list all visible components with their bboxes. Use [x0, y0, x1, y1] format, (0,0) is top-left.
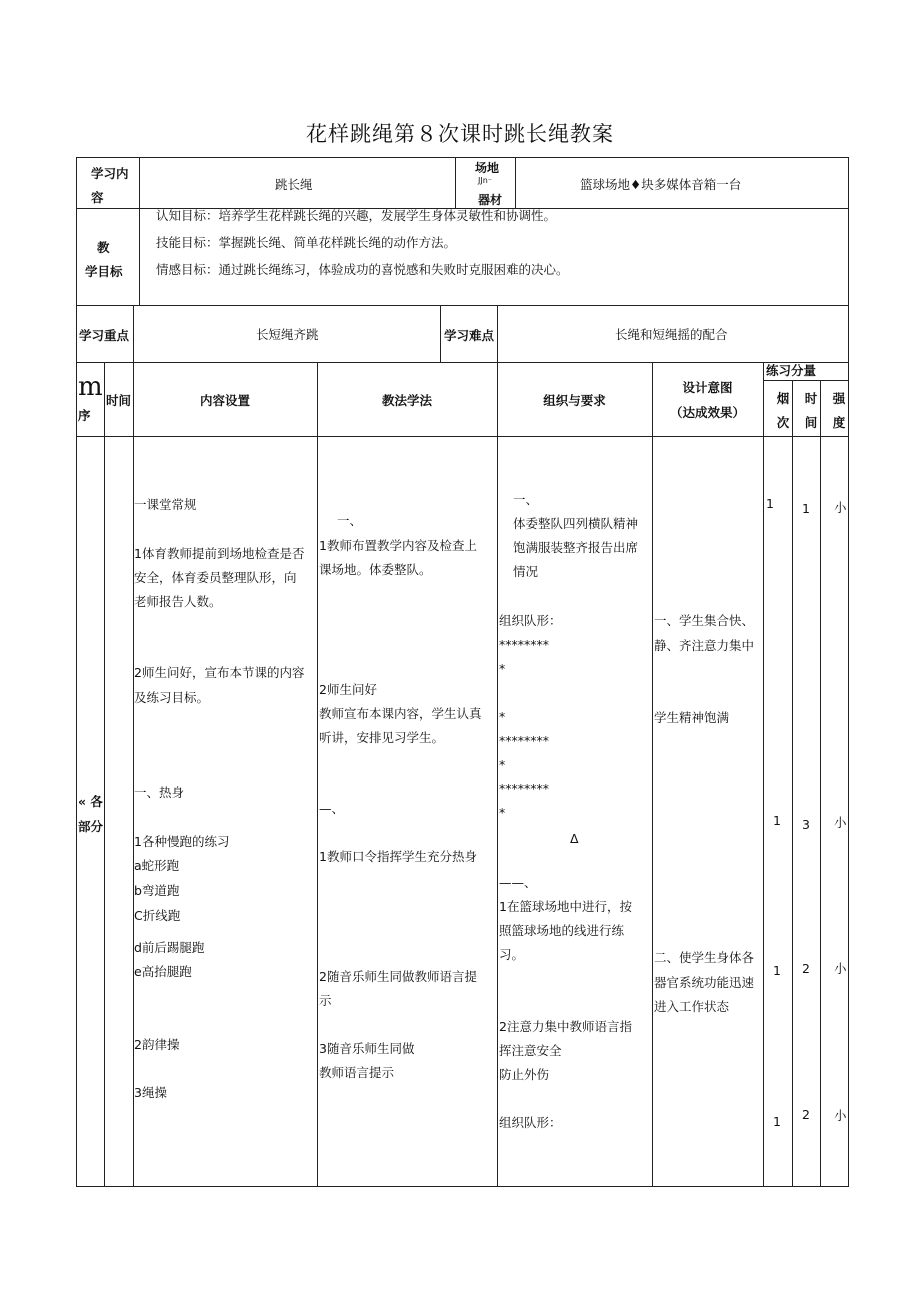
method-line: 教师语言提示: [319, 1065, 395, 1080]
content-line: C折线跑: [134, 908, 181, 923]
method-line: 一、: [337, 513, 363, 528]
practice-intensity: 小: [834, 500, 847, 515]
col-divider: [133, 362, 134, 1187]
method-line: 1教师布置教学内容及检查上: [319, 538, 477, 553]
row-divider: [76, 305, 849, 306]
org-line: 组织队形：: [499, 613, 562, 628]
row-divider: [76, 362, 849, 363]
col-divider: [497, 305, 498, 363]
page-title: 花样跳绳第８次课时跳长绳教案: [306, 122, 614, 146]
difficulty-value: 长绳和短绳摇的配合: [615, 327, 728, 342]
method-line: 示: [319, 993, 332, 1008]
org-line: 照篮球场地的线进行练: [499, 923, 625, 938]
org-line: ——、: [499, 875, 537, 890]
section-label: « 各: [78, 794, 103, 809]
times-header-2: 次: [776, 415, 790, 430]
practice-intensity: 小: [834, 815, 847, 830]
col-divider: [820, 380, 821, 1187]
key-point-value: 长短绳齐跳: [256, 327, 319, 342]
content-line: 安全，体育委员整理队形，向: [134, 570, 297, 585]
content-line: 1各种慢跑的练习: [134, 834, 230, 849]
intensity-header-2: 度: [832, 415, 846, 430]
design-line: 学生精神饱满: [654, 710, 730, 725]
venue-label-mid: JJn⁻: [478, 176, 493, 185]
design-line: 静、齐注意力集中: [654, 638, 755, 653]
col-divider: [139, 157, 140, 209]
method-line: —、: [319, 801, 345, 816]
formation-row: ********: [499, 637, 549, 652]
goal-cognitive: 认知目标：培养学生花样跳长绳的兴趣，发展学生身体灵敏性和协调性。: [156, 208, 557, 223]
content-value: 跳长绳: [275, 177, 313, 192]
seq-header-glyph: m: [78, 372, 103, 402]
content-line: 一、热身: [134, 785, 185, 800]
formation-row: ********: [499, 781, 549, 796]
design-header: 设计意图: [682, 380, 733, 395]
table-border-left: [76, 157, 77, 1187]
goals-label-2: 学目标: [85, 264, 123, 279]
col-divider: [455, 157, 456, 209]
method-line: 2师生问好: [319, 682, 377, 697]
formation-row: *: [499, 661, 506, 676]
content-line: b弯道跑: [134, 883, 180, 898]
equipment-label: 器材: [478, 193, 503, 207]
method-line: 听讲，安排见习学生。: [319, 730, 445, 745]
design-header-2: （达成效果）: [669, 405, 745, 420]
col-divider: [792, 380, 793, 1187]
formation-row: *: [499, 709, 506, 724]
seq-header: 序: [78, 408, 91, 423]
goals-label: 教: [97, 240, 110, 255]
row-divider: [76, 436, 849, 437]
org-line: 2注意力集中教师语言指: [499, 1019, 632, 1034]
content-line: 3绳操: [134, 1085, 167, 1100]
method-line: 课场地。体委整队。: [319, 562, 432, 577]
method-line: 教师宣布本课内容，学生认真: [319, 706, 482, 721]
teacher-position-icon: Δ: [570, 831, 579, 846]
content-line: 1体育教师提前到场地检查是否: [134, 546, 305, 561]
duration-header: 时: [804, 391, 818, 406]
design-line: 二、使学生身体各: [654, 950, 755, 965]
difficulty-label: 学习难点: [444, 328, 495, 343]
practice-times: 1: [766, 496, 774, 511]
practice-times: 1: [773, 813, 781, 828]
content-line: 一课堂常规: [134, 497, 197, 512]
col-divider: [317, 362, 318, 1187]
method-line: 2随音乐师生同做教师语言提: [319, 969, 477, 984]
practice-duration: 2: [802, 961, 810, 976]
content-line: e高抬腿跑: [134, 964, 192, 979]
method-line: 3随音乐师生同做: [319, 1041, 415, 1056]
content-line: 及练习目标。: [134, 690, 210, 705]
method-header: 教法学法: [381, 393, 432, 408]
design-line: 器官系统功能迅速: [654, 975, 755, 990]
col-divider: [515, 157, 516, 209]
org-line: 1在篮球场地中进行，按: [499, 899, 632, 914]
goal-skill: 技能目标：掌握跳长绳、简单花样跳长绳的动作方法。: [156, 235, 457, 250]
content-header: 内容设置: [199, 393, 250, 408]
practice-header: 练习分量: [766, 363, 817, 378]
table-border-bottom: [76, 1186, 849, 1187]
formation-row: *: [499, 757, 506, 772]
venue-value: 篮球场地♦块多媒体音箱一台: [580, 177, 742, 192]
col-divider: [497, 362, 498, 1187]
intensity-header: 强: [832, 391, 846, 406]
method-line: 1教师口令指挥学生充分热身: [319, 849, 477, 864]
table-border-top: [76, 157, 849, 158]
goal-affective: 情感目标：通过跳长绳练习，体验成功的喜悦感和失败时克服困难的决心。: [156, 262, 569, 277]
times-header: 烟: [776, 391, 790, 406]
content-label: 学习内: [91, 166, 129, 181]
practice-intensity: 小: [834, 1108, 847, 1123]
org-header: 组织与要求: [543, 393, 606, 408]
col-divider: [652, 362, 653, 1187]
content-line: a蛇形跑: [134, 858, 180, 873]
org-line: 饱满服装整齐报告出席: [513, 540, 639, 555]
practice-times: 1: [773, 963, 781, 978]
org-line: 组织队形：: [499, 1115, 562, 1130]
practice-intensity: 小: [834, 961, 847, 976]
design-line: 一、学生集合快、: [654, 613, 755, 628]
col-divider: [139, 208, 140, 306]
content-line: 2师生问好，宣布本节课的内容: [134, 665, 305, 680]
content-label-2: 容: [91, 190, 104, 205]
time-header: 时间: [106, 393, 132, 408]
col-divider: [133, 305, 134, 363]
duration-header-2: 间: [804, 415, 818, 430]
org-line: 情况: [513, 564, 539, 579]
col-divider: [104, 362, 105, 1187]
content-line: 2韵律操: [134, 1037, 180, 1052]
table-border-right: [848, 157, 849, 1187]
col-divider: [763, 362, 764, 1187]
formation-row: *: [499, 805, 506, 820]
content-line: 老师报告人数。: [134, 594, 222, 609]
practice-duration: 1: [802, 501, 810, 516]
design-line: 进入工作状态: [654, 999, 730, 1014]
practice-duration: 2: [802, 1107, 810, 1122]
org-line: 体委整队四列横队精神: [513, 516, 639, 531]
practice-times: 1: [773, 1114, 781, 1129]
key-point-label: 学习重点: [79, 328, 130, 343]
org-line: 一、: [513, 492, 539, 507]
section-label-2: 部分: [78, 819, 104, 834]
venue-label: 场地: [475, 161, 500, 175]
org-line: 挥注意安全: [499, 1043, 562, 1058]
content-line: d前后踢腿跑: [134, 940, 205, 955]
org-line: 习。: [499, 947, 525, 962]
formation-row: ********: [499, 733, 549, 748]
practice-duration: 3: [802, 817, 810, 832]
col-divider: [440, 305, 441, 363]
org-line: 防止外伤: [499, 1067, 550, 1082]
